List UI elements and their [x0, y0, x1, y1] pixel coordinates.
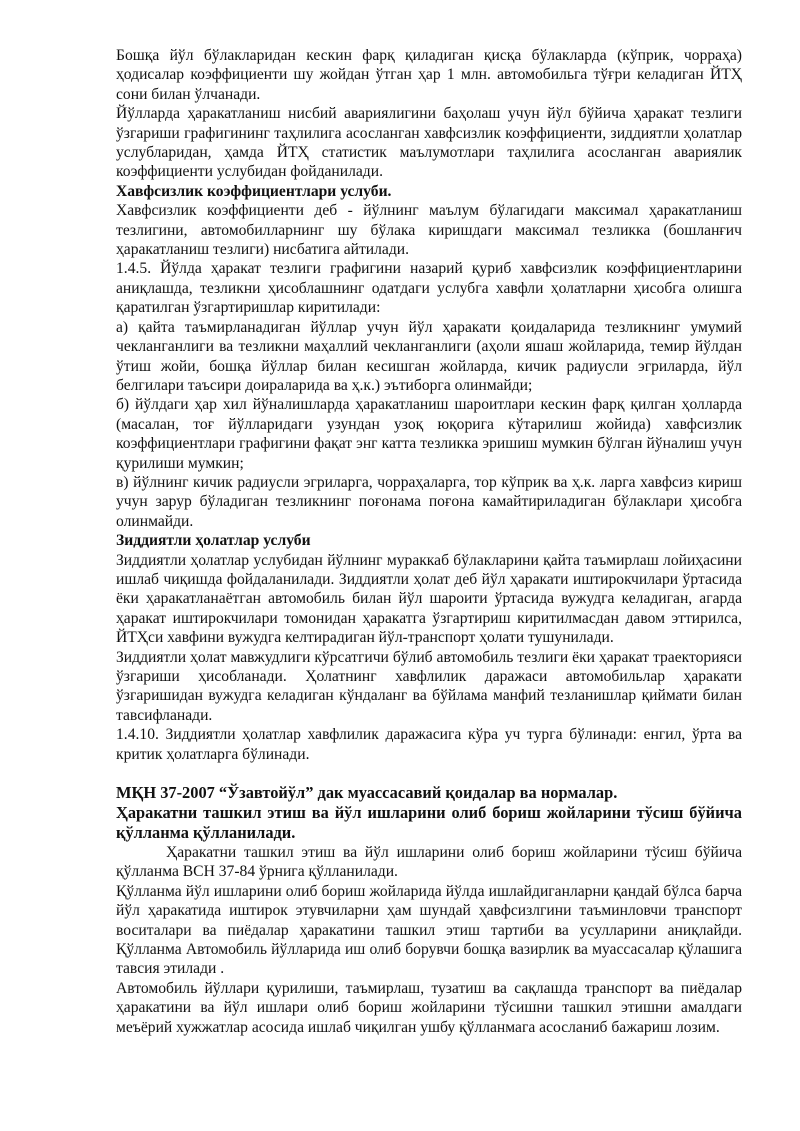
paragraph: Йўлларда ҳаракатланиш нисбий авариялигини баҳолаш учун йўл бўйича ҳаракат тезлиги ўзгариши графигининг таҳлилига асосланган хавфсизлик коэффициенти, зиддиятли ҳолатлар услубларидан, ҳамда ЙТҲ статистик маълумотлари таҳлилига асосланган авариялик коэффициенти услубидан фойданилади.	[116, 105, 742, 181]
paragraph: Зиддиятли ҳолатлар услубидан йўлнинг мураккаб бўлакларини қайта таъмирлаш лойиҳасини ишлаб чиқишда фойдаланилади. Зиддиятли ҳолат деб йўл ҳаракати иштирокчилари ўртасида ёки ҳаракатланаётган автомобиль билан йўл шароити ўртасида вужудга келадиган, агарда ҳаракат иштирокчилари томонидан ҳаракатга ўзгартириш киритилмасдан давом эттирилса, ЙТҲси хавфини вужудга келтирадиган йўл-транспорт ҳолати тушунилади.	[116, 551, 742, 647]
paragraph: Хавфсизлик коэффициенти деб - йўлнинг маълум бўлагидаги максимал ҳаракатланиш тезлигини, автомобилларнинг шу бўлака киришдаги максимал тезликка (бошланғич ҳаракатланиш тезлиги) нисбатига айтилади.	[116, 202, 742, 259]
blank-line	[116, 764, 742, 783]
standard-title: МҚН 37-2007 “Ўзавтойўл” дак муассасавий қоидалар ва нормалар.	[116, 783, 618, 803]
paragraph: 1.4.10. Зиддиятли ҳолатлар хавфлилик даражасига кўра уч турга бўлинади: енгил, ўрта ва критик ҳолатларга бўлинади.	[116, 726, 742, 763]
section-heading: Зиддиятли ҳолатлар услуби	[116, 532, 311, 550]
paragraph: Бошқа йўл бўлакларидан кескин фарқ қиладиган қисқа бўлакларда (кўприк, чорраҳа) ҳодисалар коэффициенти шу жойдан ўтган ҳар 1 млн. автомобильга тўғри келадиган ЙТҲ сони билан ўлчанади.	[116, 47, 742, 103]
list-item-v: в) йўлнинг кичик радиусли эгриларга, чорраҳаларга, тор кўприк ва ҳ.к. ларга хавфсиз кириш учун зарур бўладиган тезликнинг поғонама поғона камайтириладиган бўлаклари ҳисобга олинмайди.	[116, 473, 742, 530]
paragraph: Ҳаракатни ташкил этиш ва йўл ишларини олиб бориш жойларини тўсиш бўйича қўлланма ВСН 37-84 ўрнига қўлланилади.	[116, 844, 742, 881]
manual-title: Ҳаракатни ташкил этиш ва йўл ишларини олиб бориш жойларини тўсиш бўйича қўлланма қўлланилади.	[116, 803, 742, 843]
paragraph: Зиддиятли ҳолат мавжудлиги кўрсатгичи бўлиб автомобиль тезлиги ёки ҳаракат траекторияси ўзгариши ҳисобланади. Ҳолатнинг хавфлилик даражаси автомобильлар ҳаракати ўзгаришидан вужудга келадиган кўндаланг ва бўйлама манфий тезланишлар қиймати билан тавсифланади.	[116, 648, 742, 724]
paragraph: Автомобиль йўллари қурилиши, таъмирлаш, тузатиш ва сақлашда транспорт ва пиёдалар ҳаракатини ва йўл ишлари олиб бориш жойларини тўсишни ташкил этишни амалдаги меъёрий хужжатлар асосида ишлаб чиқилган ушбу қўлланмага асосланиб бажариш лозим.	[116, 979, 742, 1036]
section-heading: Хавфсизлик коэффициентлари услуби.	[116, 182, 392, 200]
list-item-b: б) йўлдаги ҳар хил йўналишларда ҳаракатланиш шароитлари кескин фарқ қилган ҳолларда (масалан, тоғ йўлларидаги узундан узоқ юқорига кўтарилиш жойида) хавфсизлик коэффициентлари графигини фақат энг катта тезликка эришиш мумкин бўлган йўналиш учун қурилиши мумкин;	[116, 396, 742, 472]
paragraph: Қўлланма йўл ишларини олиб бориш жойларида йўлда ишлайдиганларни қандай бўлса барча йўл ҳаракатида иштирок этувчиларни ҳам шундай ҳавфсизлгини таъминловчи транспорт воситалари ва пиёдалар ҳаракатини ташкил этиш тартиби ва усулларини аниқлайди. Қўлланма Автомобиль йўлларида иш олиб борувчи бошқа вазирлик ва муассасалар қўлашига тавсия этилади .	[116, 882, 742, 978]
list-item-a: а) қайта таъмирланадиган йўллар учун йўл ҳаракати қоидаларида тезликнинг умумий чекланганлиги ва тезликни маҳаллий чекланганлиги (аҳоли яшаш жойларида, темир йўлдан ўтиш жойи, бошқа йўллар билан кесишган жойларда, кичик радиусли эгриларда, йўл белгилари таъсири доираларида ва ҳ.к.) эътиборга олинмайди;	[116, 318, 742, 394]
paragraph: 1.4.5. Йўлда ҳаракат тезлиги графигини назарий қуриб хавфсизлик коэффициентларини аниқлашда, тезликни ҳисоблашнинг одатдаги услубга хавфли ҳолатларни ҳисобга олишга қаратилган ўзгартиришлар киритилади:	[116, 260, 742, 317]
